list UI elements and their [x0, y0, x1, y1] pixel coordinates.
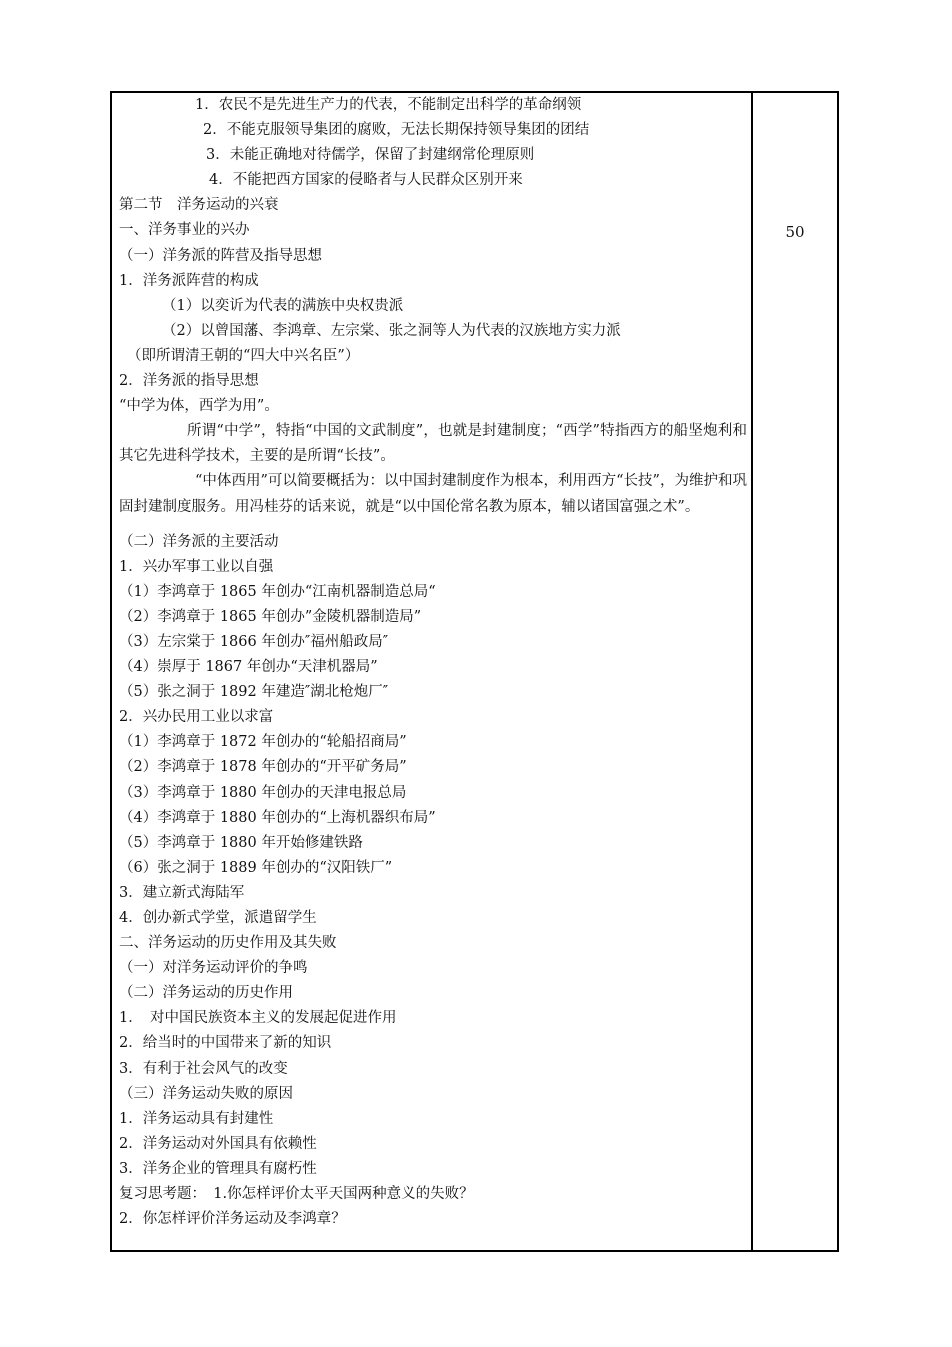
text-line: 3．未能正确地对待儒学，保留了封建纲常伦理原则: [206, 147, 535, 164]
text-line: （2）李鸿章于 1878 年创办的“开平矿务局”: [119, 759, 407, 776]
text-line: 3．建立新式海陆军: [119, 884, 245, 901]
subsection-heading: （一）洋务派的阵营及指导思想: [119, 247, 322, 264]
text-line: 1．洋务派阵营的构成: [119, 272, 259, 289]
lesson-table: [110, 91, 839, 1252]
text-line: “中学为体，西学为用”。: [119, 398, 279, 415]
text-line: 2．不能克服领导集团的腐败，无法长期保持领导集团的团结: [203, 122, 590, 139]
text-line: 1．兴办军事工业以自强: [119, 558, 274, 575]
text-line: 3．有利于社会风气的改变: [119, 1060, 288, 1077]
text-line: 2．给当时的中国带来了新的知识: [119, 1035, 332, 1052]
text-line: （1）以奕䜣为代表的满族中央权贵派: [162, 297, 404, 314]
text-line: 2．兴办民用工业以求富: [119, 709, 274, 726]
text-line: 复习思考题： 1.你怎样评价太平天国两种意义的失败？: [119, 1186, 474, 1203]
content-cell: [112, 93, 753, 1250]
text-line: （2）以曾国藩、李鸿章、左宗棠、张之洞等人为代表的汉族地方实力派: [162, 322, 621, 339]
text-block: [119, 530, 747, 1233]
text-line: 3．洋务企业的管理具有腐朽性: [119, 1160, 317, 1177]
spacer: [119, 520, 747, 530]
text-line: 4．创办新式学堂，派遣留学生: [119, 910, 317, 926]
text-line: （3）左宗棠于 1866 年创办″福州船政局″: [119, 633, 389, 650]
paragraph: “中体西用”可以简要概括为：以中国封建制度作为根本，利用西方“长技”，为维护和巩固封建制度服务。用冯桂芬的话来说，就是“以中国伦常名教为原本，辅以诸国富强之术”。: [119, 473, 747, 515]
text-line: （3）李鸿章于 1880 年创办的天津电报总局: [119, 784, 407, 801]
minutes-value: 50: [785, 223, 805, 241]
text-line: （5）张之洞于 1892 年建造″湖北枪炮厂″: [119, 684, 389, 701]
paragraph: 所谓“中学”，特指“中国的文武制度”，也就是封建制度；“西学”特指西方的船坚炮利和其它先进科学技术，主要的是所谓“长技”。: [119, 423, 747, 465]
text-line: 2．洋务派的指导思想: [119, 373, 259, 390]
text-line: （即所谓清王朝的“四大中兴名臣”）: [127, 347, 360, 364]
text-line: （6）张之洞于 1889 年创办的“汉阳铁厂”: [119, 859, 393, 876]
text-line: （1）李鸿章于 1865 年创办“江南机器制造总局“: [119, 583, 436, 600]
time-cell: [753, 93, 837, 1250]
text-line: （5）李鸿章于 1880 年开始修建铁路: [119, 834, 363, 851]
text-line: （2）李鸿章于 1865 年创办”金陵机器制造局”: [119, 608, 422, 625]
text-line: （三）洋务运动失败的原因: [119, 1085, 293, 1102]
text-line: 1．洋务运动具有封建性: [119, 1110, 274, 1127]
text-line: （4）李鸿章于 1880 年创办的“上海机器织布局”: [119, 809, 436, 826]
section-heading: 第二节 洋务运动的兴衰: [119, 197, 279, 214]
text-line: 1． 对中国民族资本主义的发展起促进作用: [119, 1010, 397, 1027]
text-line: 2．你怎样评价洋务运动及李鸿章？: [119, 1211, 346, 1228]
text-line: 2．洋务运动对外国具有依赖性: [119, 1135, 317, 1152]
text-line: 4．不能把西方国家的侵略者与人民群众区别开来: [209, 172, 523, 189]
text-line: （二）洋务运动的历史作用: [119, 985, 293, 1002]
text-line: （二）洋务派的主要活动: [119, 533, 279, 550]
text-line: （1）李鸿章于 1872 年创办的“轮船招商局”: [119, 734, 407, 751]
text-line: （4）崇厚于 1867 年创办“天津机器局”: [119, 659, 378, 676]
text-line: （一）对洋务运动评价的争鸣: [119, 960, 308, 977]
text-line: 二、洋务运动的历史作用及其失败: [119, 935, 337, 952]
subsection-heading: 一、洋务事业的兴办: [119, 222, 250, 239]
text-line: 1．农民不是先进生产力的代表，不能制定出科学的革命纲领: [195, 97, 582, 113]
